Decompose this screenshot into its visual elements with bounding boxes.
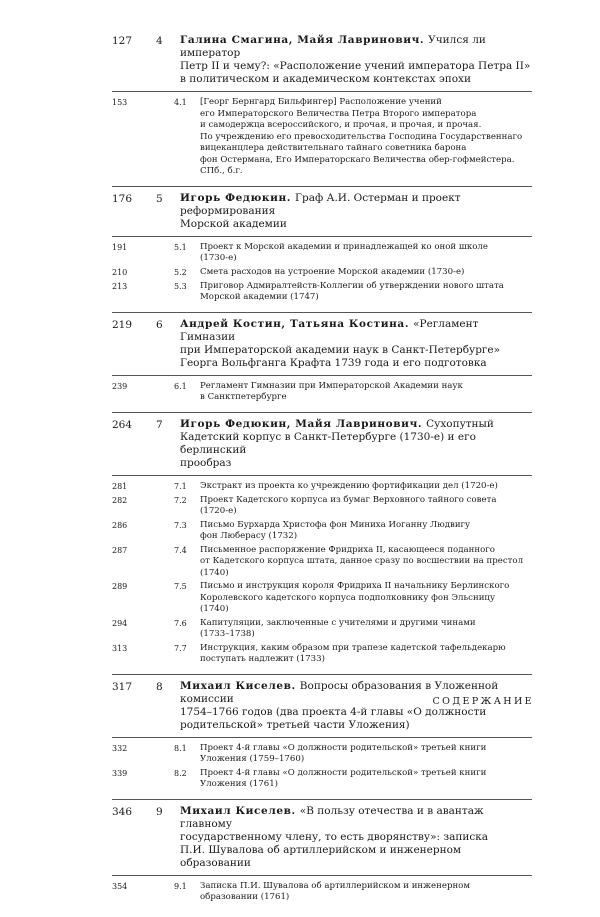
section-title	[200, 481, 532, 493]
section-title-line: По учреждению его превосходительства Господина Государственнаго	[200, 131, 523, 142]
section-page-number: 332	[112, 743, 128, 753]
chapter-number: 6	[156, 318, 163, 331]
toc-chapter	[112, 805, 532, 876]
chapter-title-text: в политическом и академическом контекстах эпохи	[180, 73, 471, 85]
section-number: 7.4	[174, 545, 187, 555]
section-number: 7.7	[174, 643, 187, 653]
section-title	[200, 281, 532, 304]
chapter-title-text: 1754–1766 годов (два проекта 4-й главы «О должности	[180, 705, 487, 718]
chapter-title-text: «В пользу отечества и в авантаж главному	[180, 804, 484, 830]
chapter-title-text: П.И. Шувалова об артиллерийском и инженерном образовании	[180, 843, 462, 869]
section-title-line: Письмо Бурхарда Христофа фон Миниха Иоганну Людвигу	[200, 519, 471, 530]
toc-chapter	[112, 418, 532, 476]
section-title	[200, 495, 532, 518]
chapter-number: 5	[156, 192, 163, 205]
section-title-line: от Кадетского корпуса штата, данное сразу по восшествии на престол	[200, 556, 524, 566]
section-title	[200, 768, 532, 791]
section-title-line: Инструкция, каким образом при трапезе кадетской тафельдекарю	[200, 642, 506, 653]
toc-section	[112, 581, 532, 616]
toc-section	[112, 768, 532, 791]
toc-section	[112, 242, 532, 265]
section-title-line: СПб., б.г.	[200, 166, 243, 176]
section-title-line: вицеканцлера действительнаго тайнаго советника барона	[200, 143, 467, 153]
section-number: 9.1	[174, 881, 187, 891]
chapter-title-text: прообраз	[180, 456, 232, 469]
toc-section	[112, 281, 532, 304]
section-page-number: 239	[112, 381, 128, 391]
chapter-title-line	[180, 418, 532, 431]
section-title-line: (1740)	[200, 567, 229, 578]
chapter-title-text: Сухопутный	[426, 417, 494, 430]
section-title	[200, 242, 532, 265]
section-list	[112, 381, 532, 413]
chapter-author: Михаил Киселев.	[180, 679, 296, 692]
section-title-line: Записка П.И. Шувалова об артиллерийском и инженерном	[200, 880, 471, 891]
chapter-number: 4	[156, 35, 163, 47]
chapter-title-text: Георга Вольфганга Крафта 1739 года и его подготовка	[180, 356, 487, 369]
chapter-title-line	[180, 706, 532, 719]
toc-section	[112, 495, 532, 518]
section-title	[200, 97, 532, 178]
toc-chapter	[112, 318, 532, 376]
chapter-title-line	[180, 431, 532, 457]
section-number: 7.3	[174, 520, 187, 530]
chapter-title-line	[180, 318, 532, 344]
section-page-number: 287	[112, 545, 128, 555]
chapter-page-number: 176	[112, 192, 133, 205]
section-page-number: 282	[112, 495, 128, 505]
section-title	[200, 881, 532, 904]
section-page-number: 313	[112, 643, 128, 653]
chapter-page-number: 264	[112, 418, 133, 431]
section-title	[200, 743, 532, 766]
chapter-title-line	[180, 357, 532, 370]
toc-section	[112, 381, 532, 404]
section-title-line: (1740)	[200, 604, 229, 614]
section-title-line: Проект 4-й главы «О должности родительской» третьей книги	[200, 742, 487, 753]
section-title-line: Смета расходов на устроение Морской академии (1730-е)	[200, 266, 465, 277]
chapter-page-number: 346	[112, 805, 133, 818]
section-page-number: 354	[112, 881, 128, 891]
section-title	[200, 267, 532, 279]
chapter-title-line	[180, 457, 532, 470]
section-number: 7.6	[174, 618, 187, 628]
toc-section	[112, 643, 532, 666]
section-title-line: Уложения (1759–1760)	[200, 754, 305, 764]
section-list	[112, 481, 532, 675]
chapter-heading	[180, 805, 532, 870]
toc-section	[112, 881, 532, 904]
section-page-number: 289	[112, 582, 128, 591]
section-title-line: в Санктпетербурге	[200, 392, 287, 402]
section-title	[200, 520, 532, 543]
section-title	[200, 643, 532, 666]
chapter-heading	[180, 418, 532, 470]
chapter-heading	[180, 192, 532, 231]
section-page-number: 286	[112, 520, 128, 530]
section-title-line: (1730-е)	[200, 253, 237, 263]
chapter-author: Михаил Киселев.	[180, 804, 296, 817]
section-title	[200, 545, 532, 580]
section-title-line: Проект к Морской академии и принадлежащей ко оной школе	[200, 241, 488, 252]
section-title-line: образовании (1761)	[200, 892, 290, 902]
chapter-title-line	[180, 831, 532, 844]
section-title-line: Письмо и инструкция короля Фридриха II начальнику Берлинского	[200, 581, 510, 591]
table-of-contents	[112, 34, 532, 917]
toc-section	[112, 618, 532, 641]
section-title-line: Приговор Адмиралтейств-Коллегии об утверждении нового штата	[200, 280, 504, 291]
chapter-title-line	[180, 844, 532, 870]
section-number: 5.3	[174, 281, 187, 291]
toc-section	[112, 267, 532, 279]
chapter-title-text: Кадетский корпус в Санкт-Петербурге (1730-е) и его берлинский	[180, 430, 476, 456]
section-title-line: фон Остермана, Его Императорскаго Величества обер-гофмейстера.	[200, 154, 515, 165]
toc-chapter	[112, 680, 532, 738]
section-page-number: 339	[112, 768, 128, 778]
section-number: 8.1	[174, 743, 187, 753]
section-number: 5.1	[174, 242, 187, 252]
toc-section	[112, 520, 532, 543]
section-page-number: 191	[112, 242, 128, 252]
chapter-title-line	[180, 60, 532, 73]
chapter-title-text: Граф А.И. Остерман и проект реформирования	[180, 191, 461, 217]
section-title-line: (1720-е)	[200, 506, 237, 516]
section-title-line: Экстракт из проекта ко учреждению фортификации дел (1720-е)	[200, 480, 498, 491]
section-number: 8.2	[174, 768, 187, 778]
section-title-line: [Георг Бернгард Бильфингер] Расположение учений	[200, 97, 442, 107]
chapter-title-text: «Регламент Гимназии	[180, 317, 479, 343]
section-title-line: его Императорского Величества Петра Второго императора	[200, 108, 477, 119]
section-number: 5.2	[174, 267, 187, 277]
toc-section	[112, 545, 532, 580]
section-title-line: и самодержца всероссийского, и прочая, и прочая, и прочая.	[200, 120, 482, 130]
section-number: 7.1	[174, 481, 187, 491]
section-page-number: 210	[112, 267, 128, 277]
chapter-number: 9	[156, 805, 163, 818]
section-page-number: 281	[112, 481, 128, 491]
chapter-title-line	[180, 344, 532, 357]
chapter-author: Галина Смагина, Майя Лавринович.	[180, 34, 425, 46]
section-number: 4.1	[174, 98, 187, 107]
section-title-line: Королевского кадетского корпуса подполковнику фон Эльсницу	[200, 592, 496, 603]
toc-chapter	[112, 192, 532, 237]
section-title-line: Регламент Гимназии при Императорской Академии наук	[200, 380, 463, 391]
chapter-title-line	[180, 73, 532, 86]
toc-section	[112, 481, 532, 493]
chapter-heading	[180, 318, 532, 370]
section-title	[200, 618, 532, 641]
section-number: 7.2	[174, 495, 187, 505]
chapter-title-line	[180, 805, 532, 831]
chapter-title-text: Учился ли император	[180, 34, 486, 59]
toc-section	[112, 97, 532, 178]
chapter-title-line	[180, 218, 532, 231]
toc-section	[112, 743, 532, 766]
section-title-line: поступать надлежит (1733)	[200, 654, 325, 664]
section-title-line: Проект Кадетского корпуса из бумаг Верховного тайного совета	[200, 494, 497, 505]
chapter-number: 8	[156, 680, 163, 693]
section-page-number: 153	[112, 98, 128, 107]
section-title-line: фон Люберасу (1732)	[200, 531, 298, 541]
chapter-number: 7	[156, 418, 163, 431]
section-list	[112, 743, 532, 800]
section-title-line: Капитуляции, заключенные с учителями и другими чинами	[200, 617, 476, 628]
chapter-title-line	[180, 719, 532, 732]
running-footer: СОДЕРЖАНИЕ	[432, 696, 534, 707]
section-title-line: Письменное распоряжение Фридриха II, касающееся поданного	[200, 544, 495, 555]
section-title	[200, 381, 532, 404]
chapter-title-line	[180, 34, 532, 60]
chapter-page-number: 317	[112, 680, 133, 693]
section-page-number: 294	[112, 618, 128, 628]
chapter-heading	[180, 34, 532, 86]
section-list	[112, 97, 532, 187]
chapter-title-text: родительской» третьей части Уложения)	[180, 718, 410, 731]
section-number: 7.5	[174, 582, 187, 591]
chapter-title-line	[180, 192, 532, 218]
chapter-author: Игорь Федюкин, Майя Лавринович.	[180, 417, 423, 430]
chapter-author: Андрей Костин, Татьяна Костина.	[180, 317, 410, 330]
section-title	[200, 581, 532, 616]
chapter-title-text: Морской академии	[180, 217, 287, 230]
chapter-title-text: государственному члену, то есть дворянству»: записка	[180, 830, 489, 843]
section-page-number: 213	[112, 281, 128, 291]
section-title-line: (1733–1738)	[200, 629, 255, 639]
toc-chapter	[112, 34, 532, 92]
chapter-page-number: 127	[112, 35, 133, 47]
chapter-title-text: при Императорской академии наук в Санкт-Петербурге»	[180, 343, 501, 356]
section-list	[112, 242, 532, 313]
section-number: 6.1	[174, 381, 187, 391]
chapter-title-text: Петр II и чему?: «Расположение учений императора Петра II»	[180, 60, 531, 72]
section-title-line: Морской академии (1747)	[200, 292, 319, 302]
section-title-line: Уложения (1761)	[200, 779, 279, 789]
chapter-author: Игорь Федюкин.	[180, 191, 292, 204]
chapter-title-text: Вопросы образования в Уложенной комиссии	[180, 679, 499, 705]
section-list	[112, 881, 532, 912]
chapter-page-number: 219	[112, 318, 133, 331]
section-title-line: Проект 4-й главы «О должности родительской» третьей книги	[200, 767, 487, 778]
